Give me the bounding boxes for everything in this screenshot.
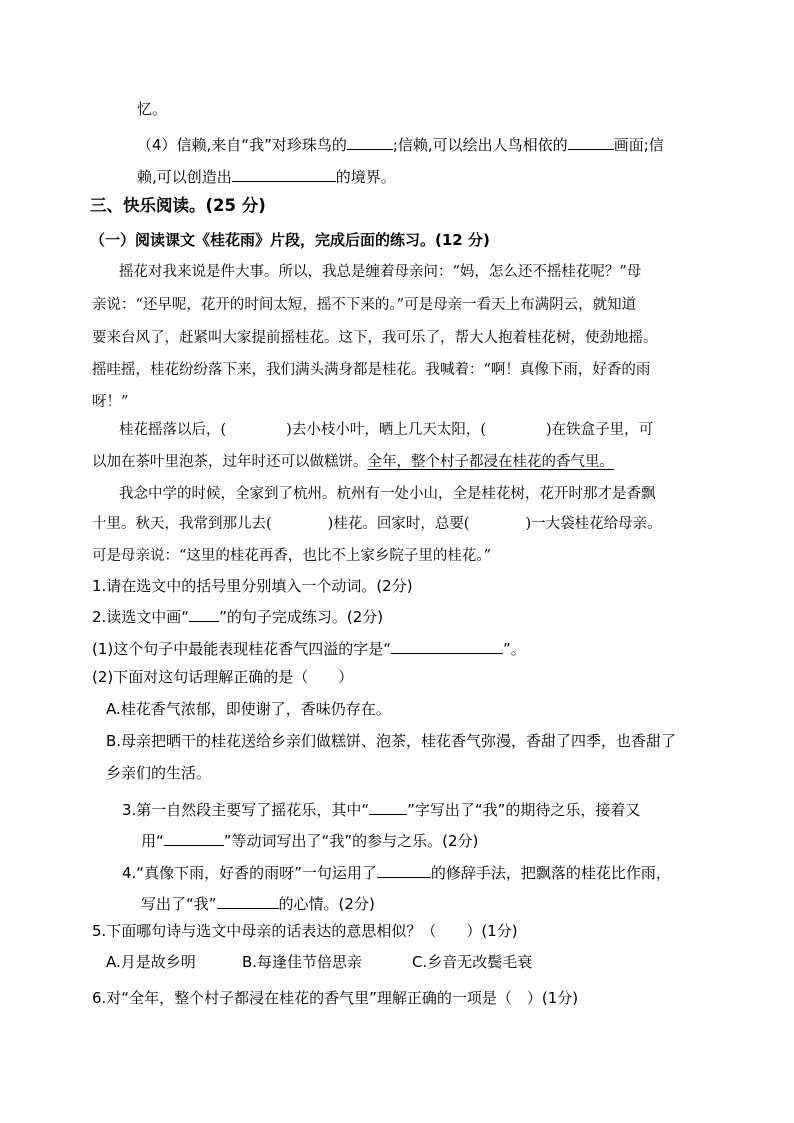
passage-p2-line2: 以加在茶叶里泡茶，过年时还可以做糕饼。全年，整个村子都浸在桂花的香气里。 [92,454,614,470]
question-2-option-b[interactable]: B.母亲把晒干的桂花送给乡亲们做糕饼、泡茶，桂花香气弥漫，香甜了四季，也香甜了 [106,732,677,750]
reading-part-1-heading: （一）阅读课文《桂花雨》片段，完成后面的练习。(12 分) [90,231,490,249]
passage-p3-line1: 我念中学的时候，全家到了杭州。杭州有一处小山，全是桂花树，花开时那才是香飘 [119,486,656,502]
question-6: 6.对“全年，整个村子都浸在桂花的香气里”理解正确的一项是（ ）(1分) [92,989,579,1007]
underlined-sentence: 全年，整个村子都浸在桂花的香气里。 [367,454,614,470]
question-5-option-b[interactable]: B.每逢佳节倍思亲 [242,953,363,971]
answer-blank[interactable] [391,638,503,654]
question-5: 5.下面哪句诗与选文中母亲的话表达的意思相似？（ ）(1分) [92,922,518,940]
passage-p2-line1: 桂花摇落以后，( )去小枝小叶，晒上几天太阳，( )在铁盒子里，可 [119,422,654,438]
question-4-line2: 写出了“我” 的心情。(2分) [141,895,375,913]
question-2-2: (2)下面对这句话理解正确的是（ ） [92,668,354,686]
question-2-option-a[interactable]: A.桂花香气浓郁，即使谢了，香味仍存在。 [106,700,391,718]
underline-marker [189,606,219,622]
question-3-line1: 3.第一自然段主要写了摇花乐，其中“ ”字写出了“我”的期待之乐，接着又 [122,801,641,819]
answer-blank[interactable] [377,862,431,878]
passage-p3-line3: 可是母亲说：“这里的桂花再香，也比不上家乡院子里的桂花。” [92,548,492,564]
question-3-line2: 用“ ”等动词写出了“我”的参与之乐。(2分) [141,832,479,850]
passage-p1-line5: 呀！” [92,394,129,410]
answer-blank[interactable] [164,830,224,846]
question-4-line1: 4.“真像下雨，好香的雨呀”一句运用了 的修辞手法，把飘落的桂花比作雨， [122,864,671,882]
passage-p1-line1: 摇花对我来说是件大事。所以，我总是缠着母亲问：“妈，怎么还不摇桂花呢？”母 [119,264,642,280]
section-3-heading: 三、快乐阅读。(25 分) [90,196,266,215]
question-5-option-c[interactable]: C.乡音无改鬓毛衰 [412,953,533,971]
passage-p1-line3: 要来台风了，赶紧叫大家提前摇桂花。这下，我可乐了，帮大人抱着桂花树，使劲地摇。 [92,330,658,346]
passage-p1-line2: 亲说：“还早呢，花开的时间太短，摇不下来的。”可是母亲一看天上布满阴云，就知道 [92,297,637,313]
question-5-option-a[interactable]: A.月是故乡明 [106,953,196,971]
passage-p3-line2: 十里。秋天，我常到那儿去( )桂花。回家时，总要( )一大袋桂花给母亲。 [92,516,662,532]
fill-question-4-line1: （4）信赖,来自“我”对珍珠鸟的 ;信赖,可以绘出人鸟相依的 画面;信 [137,136,664,154]
question-2-option-b-cont: 乡亲们的生活。 [106,764,212,782]
answer-blank[interactable] [217,893,279,909]
previous-item-tail: 忆。 [137,100,168,118]
answer-blank[interactable] [369,799,407,815]
answer-blank[interactable] [347,134,393,150]
answer-blank[interactable] [232,166,336,182]
question-2-1: (1)这个句子中最能表现桂花香气四溢的字是“ ”。 [92,640,526,658]
question-1: 1.请在选文中的括号里分别填入一个动词。(2分) [92,577,413,595]
answer-blank[interactable] [568,134,614,150]
passage-p1-line4: 摇哇摇，桂花纷纷落下来，我们满头满身都是桂花。我喊着：“啊！真像下雨，好香的雨 [92,362,651,378]
fill-question-4-line2: 赖,可以创造出 的境界。 [137,168,396,186]
question-2: 2.读选文中画“ ”的句子完成练习。(2分) [92,608,384,626]
